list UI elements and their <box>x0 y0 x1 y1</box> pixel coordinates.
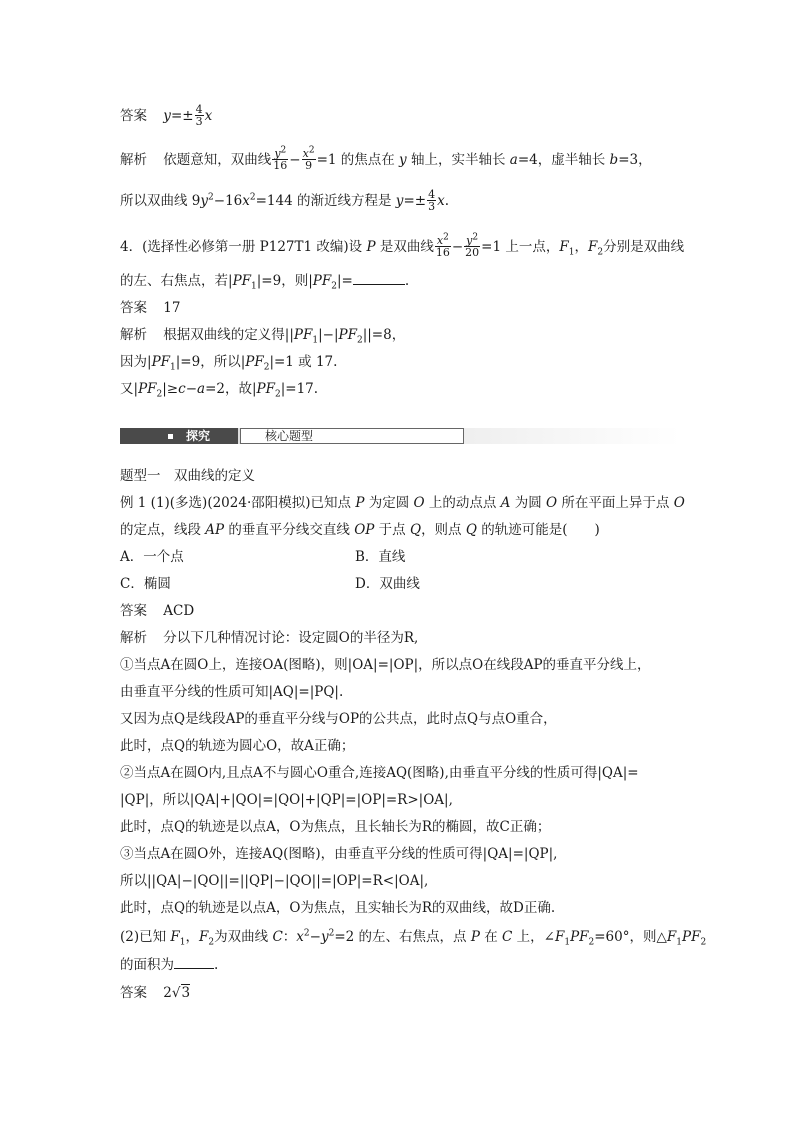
example1-part2-1: (2)已知 $F_1$，$F_2$为双曲线 C：$x^2-y^2=2$ 的左、右焦点，点 P 在 C 上，$\angle F_1PF_2=60^\circ$，则$\triangle F_1PF_2$ <box>120 928 707 948</box>
example1-analysis-line-5: 此时，点Q的轨迹为圆心O，故A正确； <box>120 738 355 754</box>
example1-part2-answer-line <box>120 984 190 1002</box>
q3-answer-line <box>120 105 212 128</box>
option-d-text: 双曲线 <box>379 576 420 592</box>
example1-analysis-line-11: 此时，点Q的轨迹是以点A，O为焦点，且实轴长为R的双曲线，故D正确. <box>120 900 556 916</box>
example1-analysis-line-9: ③当点A在圆O外，连接AQ(图略)，由垂直平分线的性质可得|QA|=|QP|, <box>120 846 558 862</box>
square-bullet-icon <box>168 434 173 439</box>
example1-stem-2: 的定点，线段 AP 的垂直平分线交直线 OP 于点 Q，则点 Q 的轨迹可能是( ) <box>120 522 600 538</box>
banner-light-tab <box>240 428 464 444</box>
example1-stem-line-1 <box>120 494 685 512</box>
example1-analysis-line-10: 所以||QA|−|QO||=||QP|−|QO||=|OP|=R<|OA|, <box>120 873 429 889</box>
answer-label: 答案 <box>120 300 147 316</box>
q4-analysis-1: 根据双曲线的定义得$||PF_1|-|PF_2||=8$， <box>163 327 406 346</box>
option-b <box>355 548 405 566</box>
example1-analysis-line-7: |QP|，所以|QA|+|QO|=|QO|+|QP|=|OP|=R>|OA|, <box>120 792 453 808</box>
q3-analysis-line-1 <box>120 145 652 172</box>
example1-part2-line-2 <box>120 956 218 974</box>
example1-part2-2: 的面积为 . <box>120 957 219 973</box>
q3-analysis-line-2 <box>120 190 449 213</box>
example1-analysis-line-4: 又因为点Q是线段AP的垂直平分线与OP的公共点，此时点Q与点O重合， <box>120 711 557 727</box>
q4-stem-2: 的左、右焦点，若$|PF_1|=9$，则$|PF_2|=$ . <box>120 273 410 292</box>
example1-answer-line <box>120 602 194 620</box>
q4-analysis-2: 因为$|PF_1|=9$，所以$|PF_2|=1$ 或 17. <box>120 354 338 373</box>
example1-analysis-line-6: ②当点A在圆O内,且点A不与圆心O重合,连接AQ(图略),由垂直平分线的性质可得|QA|= <box>120 765 639 781</box>
q4-analysis-3: 又$|PF_2|\ge c-a=2$，故$|PF_2|=17$. <box>120 381 319 400</box>
analysis-label: 解析 <box>120 327 147 343</box>
option-b-text: 直线 <box>378 549 406 565</box>
section-banner <box>120 426 680 446</box>
option-b-letter: B． <box>355 549 379 565</box>
option-c-text: 椭圆 <box>143 576 171 592</box>
example1-part2-line-1 <box>120 928 706 946</box>
q4-stem-line-2 <box>120 272 409 290</box>
example1-part2-answer: 2√3 <box>163 985 191 1001</box>
q4-stem-line-1 <box>120 232 685 259</box>
example1-stem-1: 例 1 (1)(多选)(2024·邵阳模拟)已知点 P 为定圆 O 上的动点点 A 为圆 O 所在平面上异于点 O <box>120 495 685 511</box>
q3-analysis-2: 所以双曲线 $9y^2-16x^2=144$ 的渐近线方程是 y=± $\frac{4}{3}$ x. <box>120 188 449 213</box>
answer-label: 答案 <box>120 985 147 1001</box>
example1-analysis-line-8: 此时，点Q的轨迹是以点A，O为焦点，且长轴长为R的椭圆，故C正确； <box>120 819 551 835</box>
q4-answer: 17 <box>163 300 181 316</box>
answer-label: 答案 <box>120 603 147 619</box>
option-d-letter: D． <box>355 576 380 592</box>
example1-answer: ACD <box>163 603 195 619</box>
q4-analysis-line-3 <box>120 380 318 398</box>
example1-analysis-1: 分以下几种情况讨论：设定圆O的半径为R, <box>163 630 419 646</box>
banner-dark-tab <box>120 428 238 444</box>
example1-analysis-line-2: ①当点A在圆O上，连接OA(图略)，则|OA|=|OP|，所以点O在线段AP的垂直平分线上， <box>120 657 651 673</box>
example1-analysis-line-1 <box>120 629 418 647</box>
option-d <box>355 575 420 593</box>
q4-analysis-line-1 <box>120 326 405 344</box>
option-c-letter: C． <box>120 576 144 592</box>
q4-answer-line <box>120 299 180 317</box>
analysis-label: 解析 <box>120 152 147 168</box>
option-a-letter: A． <box>120 549 144 565</box>
option-a <box>120 548 184 566</box>
q3-analysis-1: 依题意知，双曲线 $\frac{y^2}{16}$ − $\frac{x^2}{9}$ =1 的焦点在 y 轴上，实半轴长 a=4，虚半轴长 b=3， <box>163 145 652 172</box>
banner-light-label: 核心题型 <box>265 429 314 443</box>
answer-label: 答案 <box>120 108 147 124</box>
option-a-text: 一个点 <box>143 549 184 565</box>
analysis-label: 解析 <box>120 630 147 646</box>
example1-analysis-line-3: 由垂直平分线的性质可知|AQ|=|PQ|. <box>120 684 344 700</box>
banner-dark-label: 探究 <box>186 429 211 443</box>
q4-analysis-line-2 <box>120 353 337 371</box>
q4-stem-1: 4．(选择性必修第一册 P127T1 改编)设 P 是双曲线 $\frac{x^2}{16}$ − $\frac{y^2}{20}$ =1 上一点，$F_1$，$F_2$分别是双曲线 <box>120 232 685 259</box>
option-c <box>120 575 171 593</box>
example1-stem-line-2 <box>120 521 600 539</box>
topic-title: 题型一 双曲线的定义 <box>120 468 255 484</box>
q3-answer: y=± $\frac{4}{3}$ x <box>163 103 213 128</box>
